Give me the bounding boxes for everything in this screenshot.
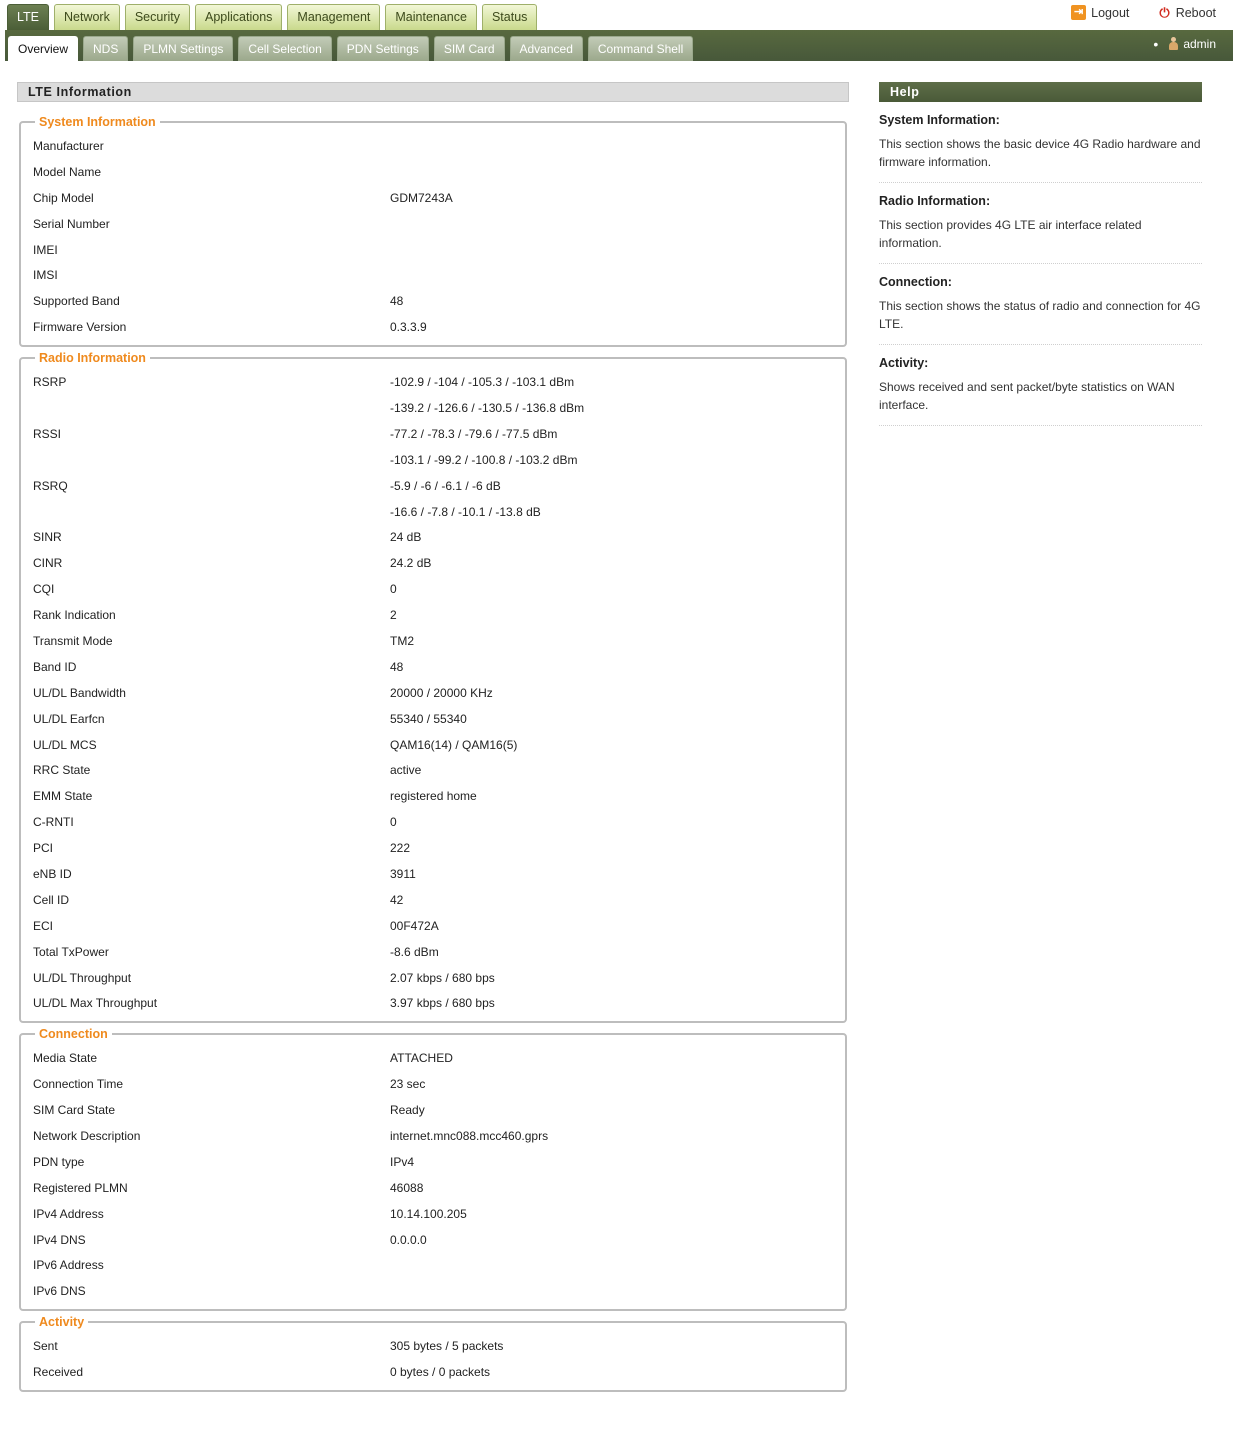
sub-nav bbox=[8, 36, 698, 61]
tab-status[interactable]: Status bbox=[482, 4, 537, 30]
info-value: 222 bbox=[390, 841, 411, 856]
info-value: 10.14.100.205 bbox=[390, 1206, 467, 1221]
info-value: -77.2 / -78.3 / -79.6 / -77.5 dBm bbox=[390, 426, 558, 441]
bullet-icon: • bbox=[1153, 36, 1159, 52]
system-information-section bbox=[19, 115, 847, 347]
info-label: RSSI bbox=[33, 426, 62, 441]
main-nav bbox=[7, 4, 542, 30]
info-label: RRC State bbox=[33, 763, 91, 778]
info-label: SIM Card State bbox=[33, 1103, 116, 1118]
info-label: Firmware Version bbox=[33, 320, 127, 335]
info-label: UL/DL Max Throughput bbox=[33, 996, 158, 1011]
subtab-nds[interactable]: NDS bbox=[83, 36, 128, 61]
info-row bbox=[33, 1253, 833, 1279]
info-label: Chip Model bbox=[33, 190, 94, 205]
info-value: -8.6 dBm bbox=[390, 944, 439, 959]
info-value: -5.9 / -6 / -6.1 / -6 dB bbox=[390, 478, 501, 493]
info-label: Model Name bbox=[33, 164, 102, 179]
info-label: SINR bbox=[33, 530, 62, 545]
info-row bbox=[33, 1149, 833, 1175]
help-item-text: This section shows the basic device 4G Radio hardware and firmware information. bbox=[879, 137, 1201, 169]
info-value: internet.mnc088.mcc460.gprs bbox=[390, 1129, 549, 1143]
info-label: CINR bbox=[33, 556, 63, 571]
info-row bbox=[33, 421, 833, 447]
help-item-title: System Information: bbox=[879, 113, 1000, 127]
info-row bbox=[33, 1097, 833, 1123]
subtab-command-shell[interactable]: Command Shell bbox=[588, 36, 693, 61]
info-value: TM2 bbox=[390, 633, 414, 648]
info-value: GDM7243A bbox=[390, 190, 453, 205]
info-value: 24 dB bbox=[390, 530, 422, 545]
main-content bbox=[17, 82, 849, 1392]
info-value: QAM16(14) / QAM16(5) bbox=[390, 737, 518, 752]
help-item-title: Connection: bbox=[879, 275, 952, 289]
info-label: Sent bbox=[33, 1339, 58, 1354]
info-value: 46088 bbox=[390, 1180, 424, 1195]
info-row bbox=[33, 602, 833, 628]
info-row bbox=[33, 1278, 833, 1304]
info-value: -102.9 / -104 / -105.3 / -103.1 dBm bbox=[390, 375, 575, 390]
info-label: Rank Indication bbox=[33, 608, 116, 623]
tab-management[interactable]: Management bbox=[287, 4, 380, 30]
info-value: 0 bytes / 0 packets bbox=[390, 1365, 491, 1380]
info-label: IPv4 DNS bbox=[33, 1232, 86, 1247]
info-value: IPv4 bbox=[390, 1154, 415, 1169]
info-value: -16.6 / -7.8 / -10.1 / -13.8 dB bbox=[390, 504, 541, 519]
info-row bbox=[33, 1123, 833, 1149]
info-label: Registered PLMN bbox=[33, 1180, 128, 1195]
help-item bbox=[879, 183, 1202, 264]
sections-container bbox=[17, 115, 849, 1392]
info-value: 2.07 kbps / 680 bps bbox=[390, 970, 495, 985]
info-row bbox=[33, 1333, 833, 1359]
info-row bbox=[33, 211, 833, 237]
info-value: 2 bbox=[390, 608, 397, 623]
subtab-plmn-settings[interactable]: PLMN Settings bbox=[133, 36, 233, 61]
activity-section bbox=[19, 1315, 847, 1392]
info-value: 0.3.3.9 bbox=[390, 320, 427, 335]
tab-lte[interactable]: LTE bbox=[7, 4, 49, 30]
info-value: 20000 / 20000 KHz bbox=[390, 685, 493, 700]
user-menu[interactable] bbox=[1153, 36, 1216, 52]
info-label: Media State bbox=[33, 1051, 98, 1066]
info-value: 48 bbox=[390, 659, 404, 674]
info-value: 0 bbox=[390, 815, 397, 830]
info-label: Transmit Mode bbox=[33, 633, 113, 648]
info-row bbox=[33, 861, 833, 887]
subtab-advanced[interactable]: Advanced bbox=[510, 36, 583, 61]
tab-network[interactable]: Network bbox=[54, 4, 120, 30]
info-label: Total TxPower bbox=[33, 944, 109, 959]
info-label: RSRQ bbox=[33, 478, 68, 493]
info-value: Ready bbox=[390, 1103, 425, 1118]
info-row bbox=[33, 835, 833, 861]
info-label: Network Description bbox=[33, 1129, 141, 1143]
info-value: 0.0.0.0 bbox=[390, 1232, 427, 1247]
info-row bbox=[33, 550, 833, 576]
info-row bbox=[33, 369, 833, 395]
info-row bbox=[33, 1175, 833, 1201]
info-value: 3.97 kbps / 680 bps bbox=[390, 996, 495, 1011]
help-items bbox=[879, 102, 1202, 426]
info-label: RSRP bbox=[33, 375, 67, 390]
info-row bbox=[33, 314, 833, 340]
info-label: IPv6 Address bbox=[33, 1258, 104, 1273]
info-row bbox=[33, 524, 833, 550]
info-label: PCI bbox=[33, 841, 54, 856]
subtab-overview[interactable]: Overview bbox=[8, 36, 78, 61]
info-label: ECI bbox=[33, 918, 54, 933]
info-row bbox=[33, 757, 833, 783]
info-row bbox=[33, 395, 833, 421]
info-row bbox=[33, 732, 833, 758]
user-icon bbox=[1168, 37, 1179, 51]
info-label: UL/DL Throughput bbox=[33, 970, 132, 985]
info-row bbox=[33, 628, 833, 654]
info-label: IPv6 DNS bbox=[33, 1284, 86, 1299]
info-value: 3911 bbox=[390, 866, 416, 881]
info-label: Supported Band bbox=[33, 294, 120, 309]
subtab-cell-selection[interactable]: Cell Selection bbox=[238, 36, 331, 61]
subtab-pdn-settings[interactable]: PDN Settings bbox=[337, 36, 429, 61]
info-row bbox=[33, 1359, 833, 1385]
help-item bbox=[879, 102, 1202, 183]
info-value: 00F472A bbox=[390, 918, 439, 933]
info-label: CQI bbox=[33, 582, 55, 597]
power-icon: ⏻ bbox=[1159, 5, 1170, 20]
info-value: 24.2 dB bbox=[390, 556, 432, 571]
tab-applications[interactable]: Applications bbox=[195, 4, 282, 30]
info-label: UL/DL Bandwidth bbox=[33, 685, 126, 700]
info-label: C-RNTI bbox=[33, 815, 74, 830]
info-label: EMM State bbox=[33, 789, 93, 804]
info-value: 305 bytes / 5 packets bbox=[390, 1339, 504, 1354]
info-label: PDN type bbox=[33, 1154, 85, 1169]
help-panel bbox=[879, 82, 1202, 426]
info-row bbox=[33, 913, 833, 939]
help-item bbox=[879, 264, 1202, 345]
info-value: 23 sec bbox=[390, 1077, 426, 1092]
page-title: LTE Information bbox=[17, 82, 849, 102]
radio-information-section bbox=[19, 351, 847, 1023]
info-value: registered home bbox=[390, 789, 477, 804]
reboot-link[interactable] bbox=[1159, 5, 1216, 20]
info-label: Band ID bbox=[33, 659, 77, 674]
info-row bbox=[33, 1045, 833, 1071]
info-label: Serial Number bbox=[33, 216, 110, 231]
info-row bbox=[33, 288, 833, 314]
info-label: Manufacturer bbox=[33, 138, 104, 153]
info-label: Received bbox=[33, 1365, 84, 1380]
help-item-title: Activity: bbox=[879, 356, 929, 370]
info-value: -103.1 / -99.2 / -100.8 / -103.2 dBm bbox=[390, 452, 578, 467]
info-row bbox=[33, 991, 833, 1017]
info-row bbox=[33, 809, 833, 835]
tab-maintenance[interactable]: Maintenance bbox=[385, 4, 477, 30]
info-value: active bbox=[390, 763, 422, 778]
section-title: Connection bbox=[39, 1027, 108, 1042]
info-row bbox=[33, 499, 833, 525]
section-title: Radio Information bbox=[39, 351, 146, 366]
info-label: eNB ID bbox=[33, 866, 72, 881]
info-row bbox=[33, 965, 833, 991]
reboot-label: Reboot bbox=[1175, 5, 1216, 20]
help-item-text: This section provides 4G LTE air interface related information. bbox=[879, 218, 1142, 250]
info-row bbox=[33, 783, 833, 809]
help-item-title: Radio Information: bbox=[879, 194, 991, 208]
sub-nav-bar bbox=[5, 30, 1233, 61]
info-label: IMEI bbox=[33, 242, 58, 257]
info-value: 55340 / 55340 bbox=[390, 711, 467, 726]
logout-link[interactable] bbox=[1071, 5, 1129, 20]
info-label: UL/DL MCS bbox=[33, 737, 97, 752]
tab-security[interactable]: Security bbox=[125, 4, 190, 30]
info-row bbox=[33, 1201, 833, 1227]
info-row bbox=[33, 939, 833, 965]
info-value: -139.2 / -126.6 / -130.5 / -136.8 dBm bbox=[390, 400, 585, 415]
logout-icon: ⇥ bbox=[1071, 5, 1086, 20]
subtab-sim-card[interactable]: SIM Card bbox=[434, 36, 505, 61]
info-label: Cell ID bbox=[33, 892, 70, 907]
info-row bbox=[33, 159, 833, 185]
logout-label: Logout bbox=[1091, 5, 1130, 20]
info-row bbox=[33, 706, 833, 732]
info-row bbox=[33, 1071, 833, 1097]
help-title: Help bbox=[879, 82, 1202, 102]
help-item bbox=[879, 345, 1202, 426]
info-row bbox=[33, 576, 833, 602]
info-row bbox=[33, 262, 833, 288]
info-value: ATTACHED bbox=[390, 1051, 453, 1066]
info-row bbox=[33, 654, 833, 680]
info-value: 0 bbox=[390, 582, 397, 597]
help-item-text: Shows received and sent packet/byte statistics on WAN interface. bbox=[879, 380, 1175, 412]
info-label: Connection Time bbox=[33, 1077, 124, 1092]
info-value: 42 bbox=[390, 892, 404, 907]
help-item-text: This section shows the status of radio and connection for 4G LTE. bbox=[879, 299, 1201, 331]
info-row bbox=[33, 473, 833, 499]
info-row bbox=[33, 237, 833, 263]
info-row bbox=[33, 887, 833, 913]
info-row bbox=[33, 447, 833, 473]
info-label: IPv4 Address bbox=[33, 1206, 104, 1221]
connection-section bbox=[19, 1027, 847, 1311]
info-row bbox=[33, 185, 833, 211]
info-label: IMSI bbox=[33, 268, 58, 283]
info-row bbox=[33, 1227, 833, 1253]
top-actions bbox=[1041, 5, 1216, 20]
username: admin bbox=[1183, 37, 1216, 51]
info-value: 48 bbox=[390, 294, 404, 309]
info-label: UL/DL Earfcn bbox=[33, 711, 105, 726]
section-title: Activity bbox=[39, 1315, 85, 1330]
section-title: System Information bbox=[39, 115, 156, 129]
info-row bbox=[33, 680, 833, 706]
info-row bbox=[33, 133, 833, 159]
